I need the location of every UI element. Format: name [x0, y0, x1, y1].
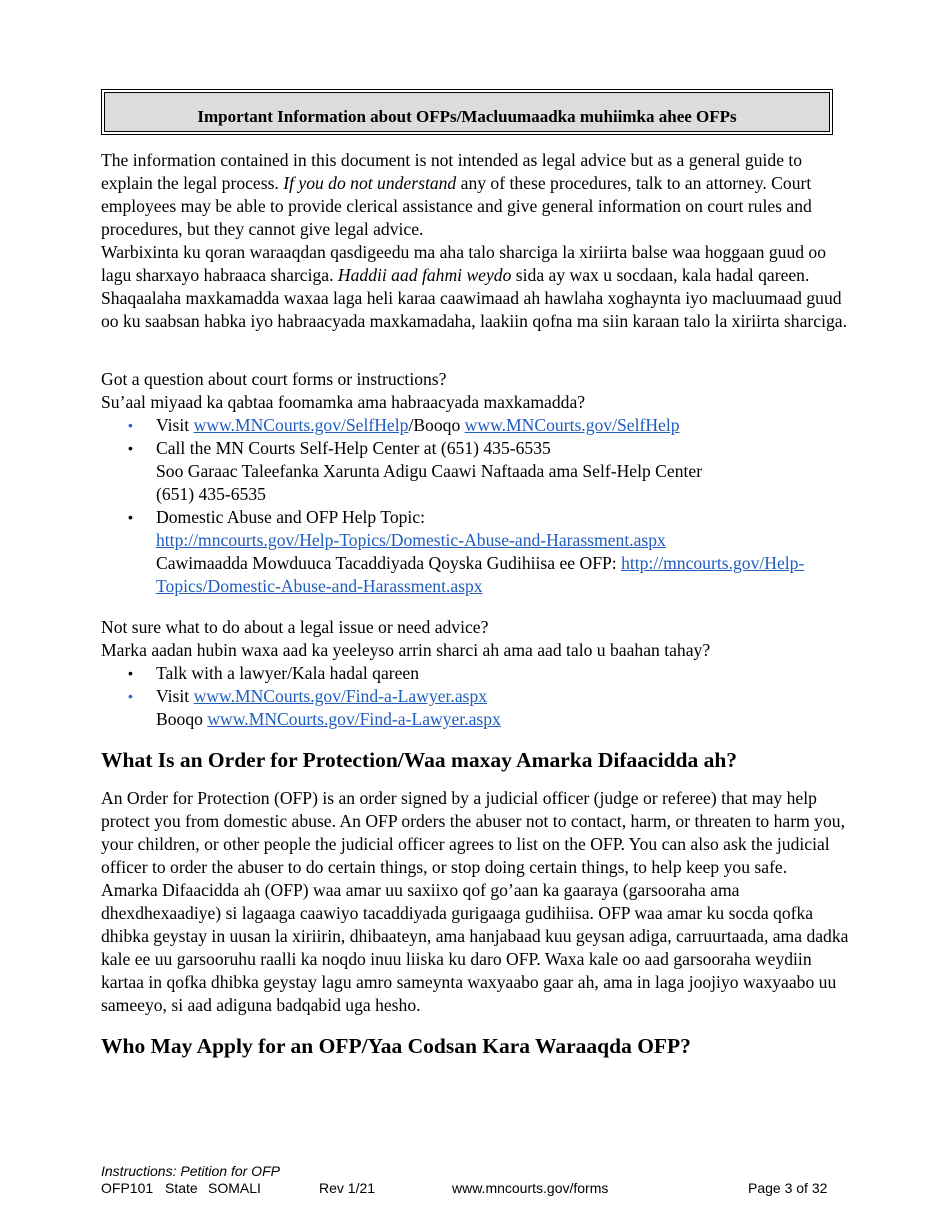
intro-english: The information contained in this document is not intended as legal advice but as a general guide to explain the legal process. If you do not understand any of these procedures, talk to an attorney. Court employees may be able to provide clerical assistance and give general information on court rules and procedures, but they cannot give legal advice.	[101, 150, 812, 239]
footer-language: SOMALI	[208, 1180, 261, 1196]
intro-english-italic: If you do not understand	[283, 173, 457, 193]
bullet-icon: •	[128, 665, 133, 681]
advice-question-somali: Marka aadan hubin waxa aad ka yeeleyso arrin sharci ah ama aad talo u baahan tahay?	[101, 640, 711, 660]
footer-form-number: OFP101	[101, 1180, 154, 1196]
footer-revision: Rev 1/21	[319, 1180, 376, 1196]
domestic-abuse-topic: Domestic Abuse and OFP Help Topic:	[156, 507, 426, 527]
bullet-icon: •	[128, 417, 133, 433]
list-item: • Talk with a lawyer/Kala hadal qareen	[128, 663, 420, 683]
footer-state: State	[165, 1180, 198, 1196]
intro-somali: Warbixinta ku qoran waraaqdan qasdigeedu ma aha talo sharciga la xiriirta balse waa hoggaan guud oo lagu sharxayo habraaca sharciga. Haddii aad fahmi weydo sida ay wax u socdaan, kala hadal qareen. Shaqaalaha maxkamadda waxaa laga heli karaa caawimaad ah hawlaha xoghaynta iyo macluumaad guud oo ku saabsan habka iyo habraacyada maxkamadaha, laakiin qofna ma siin karaan talo la xiriirta sharciga.	[101, 242, 847, 331]
ofp-definition-somali: Amarka Difaacidda ah (OFP) waa amar uu saxiixo qof go’aan ka gaaraya (garsooraha ama dhexdhexaadiye) si lagaaga caawiyo tacaddiyada gurigaaga gudihiisa. OFP waa amar ku socda qofka dhibka geystay in uusan la xiriirin, dhibaateyn, ama hanjabaad kuu geysan adiga, carruurtaada, ama dadka kale ee uu garsooruhu raalli ka noqdo inuu liiska ku daro OFP. Waxa kale oo aad garsooraha weydiin kartaa in qofka dhibka geystay lagu amro sameynta waxyaabo gaar ah, ama in laga joojiyo waxyaabo uu sameeyo, si aad adiguna badqabid uga hesho.	[101, 880, 849, 1015]
domestic-abuse-link-somali-cont[interactable]: Topics/Domestic-Abuse-and-Harassment.aspx	[156, 576, 483, 596]
selfhelp-link[interactable]: www.MNCourts.gov/SelfHelp	[193, 415, 409, 435]
forms-question-somali: Su’aal miyaad ka qabtaa foomamka ama habraacyada maxkamadda?	[101, 392, 586, 412]
info-banner-title: Important Information about OFPs/Macluumaadka muhiimka ahee OFPs	[104, 92, 830, 132]
call-somali: Soo Garaac Taleefanka Xarunta Adigu Caawi Naftaada ama Self-Help Center	[156, 461, 703, 481]
list-item	[101, 506, 851, 598]
forms-question-english: Got a question about court forms or instructions?	[101, 369, 447, 389]
info-banner	[101, 89, 833, 135]
find-lawyer-link-somali[interactable]: www.MNCourts.gov/Find-a-Lawyer.aspx	[207, 709, 501, 729]
list-item: • Visit www.MNCourts.gov/SelfHelp/Booqo www.MNCourts.gov/SelfHelp	[128, 415, 680, 435]
page-footer	[101, 1163, 841, 1197]
bullet-icon: •	[128, 688, 133, 704]
find-lawyer-link[interactable]: www.MNCourts.gov/Find-a-Lawyer.aspx	[193, 686, 488, 706]
call-english: Call the MN Courts Self-Help Center at (651) 435-6535	[156, 438, 551, 458]
advice-list	[101, 662, 851, 731]
footer-title: Instructions: Petition for OFP	[101, 1163, 280, 1179]
heading-who-may-apply: Who May Apply for an OFP/Yaa Codsan Kara Waraaqda OFP?	[101, 1034, 691, 1058]
intro-somali-italic: Haddii aad fahmi weydo	[337, 265, 512, 285]
ofp-definition-english: An Order for Protection (OFP) is an order signed by a judicial officer (judge or referee) that may help protect you from domestic abuse. An OFP orders the abuser not to contact, harm, or threaten to harm you, your children, or other people the judicial officer agrees to list on the OFP. You can also ask the judicial officer to order the abuser to do certain things, or stop doing certain things, to help keep you safe.	[101, 788, 845, 877]
page-content	[101, 89, 851, 1073]
heading-what-is-ofp: What Is an Order for Protection/Waa maxay Amarka Difaacidda ah?	[101, 748, 738, 772]
advice-question-english: Not sure what to do about a legal issue or need advice?	[101, 617, 489, 637]
footer-url: www.mncourts.gov/forms	[452, 1180, 609, 1196]
domestic-abuse-link[interactable]: http://mncourts.gov/Help-Topics/Domestic-Abuse-and-Harassment.aspx	[156, 530, 666, 550]
domestic-abuse-link-somali[interactable]: http://mncourts.gov/Help-	[621, 553, 805, 573]
list-item	[101, 437, 851, 506]
call-somali-phone: (651) 435-6535	[156, 484, 266, 504]
forms-help-list	[101, 414, 851, 598]
footer-page-number: Page 3 of 32	[748, 1180, 828, 1196]
bullet-icon: •	[128, 509, 133, 525]
bullet-icon: •	[128, 440, 133, 456]
selfhelp-link-somali[interactable]: www.MNCourts.gov/SelfHelp	[464, 415, 680, 435]
domestic-abuse-topic-somali: Cawimaadda Mowduuca Tacaddiyada Qoyska Gudihiisa ee OFP:	[156, 553, 622, 573]
list-item: • Visit www.MNCourts.gov/Find-a-Lawyer.aspx Booqo www.MNCourts.gov/Find-a-Lawyer.aspx	[128, 686, 501, 729]
